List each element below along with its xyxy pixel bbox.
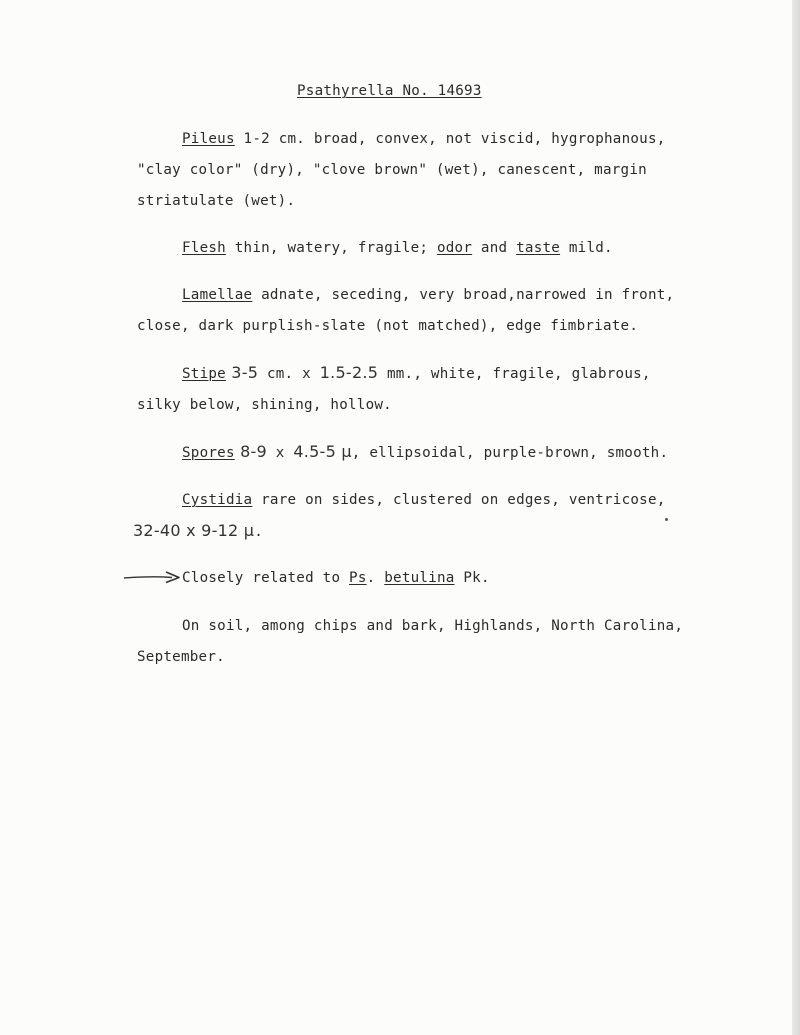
spores-line xyxy=(182,443,668,461)
pileus-line-3: striatulate (wet). xyxy=(137,193,296,209)
page-title xyxy=(297,82,482,100)
cystidia-term: Cystidia xyxy=(182,492,253,508)
lamellae-line-2: close, dark purplish-slate (not matched), edge fimbriate. xyxy=(137,318,639,334)
related-line xyxy=(182,569,490,587)
page-edge xyxy=(792,0,800,1035)
stipe-length-handwritten: 3-5 xyxy=(225,363,259,382)
spores-length-handwritten: 8-9 xyxy=(234,442,267,461)
lamellae-line-1 xyxy=(182,286,674,304)
spores-term: Spores xyxy=(182,445,235,461)
stipe-line-1 xyxy=(182,364,651,382)
arrow-icon xyxy=(122,567,184,587)
flesh-text-b: and xyxy=(472,240,517,256)
ink-speck xyxy=(665,518,668,521)
stipe-text-a: cm. x xyxy=(258,366,320,382)
related-text-b: . xyxy=(366,570,385,586)
cystidia-text-1: rare on sides, clustered on edges, ventricose, xyxy=(252,492,666,508)
cystidia-line-2 xyxy=(133,522,263,540)
odor-term: odor xyxy=(436,240,473,256)
stipe-width-handwritten: 1.5-2.5 xyxy=(319,363,379,382)
spores-text-a: x xyxy=(266,445,294,461)
taste-term: taste xyxy=(516,240,561,256)
stipe-term: Stipe xyxy=(182,366,226,382)
flesh-text-c: mild. xyxy=(560,240,613,256)
flesh-term: Flesh xyxy=(182,240,226,256)
lamellae-text-1: adnate, seceding, very broad,narrowed in front, xyxy=(252,287,675,303)
spores-text-b: , ellipsoidal, purple-brown, smooth. xyxy=(351,445,669,461)
cystidia-size-handwritten: 32-40 x 9-12 µ xyxy=(133,521,255,540)
stipe-text-b: mm., white, fragile, glabrous, xyxy=(378,366,651,382)
pileus-line-1 xyxy=(182,130,666,148)
related-text-a: Closely related to xyxy=(182,570,350,586)
habitat-line-2: September. xyxy=(137,649,225,665)
pileus-text-1: 1-2 cm. broad, convex, not viscid, hygrophanous, xyxy=(234,131,666,147)
spores-width-handwritten: 4.5-5 µ xyxy=(293,442,352,461)
stipe-line-2: silky below, shining, hollow. xyxy=(137,397,392,413)
cystidia-line-1 xyxy=(182,491,666,509)
related-text-c: Pk. xyxy=(454,570,490,586)
habitat-line-1: On soil, among chips and bark, Highlands, North Carolina, xyxy=(182,618,684,634)
cystidia-line-2-end: . xyxy=(254,524,264,540)
species-name: betulina xyxy=(384,570,455,586)
pileus-line-2: "clay color" (dry), "clove brown" (wet), canescent, margin xyxy=(137,162,647,178)
lamellae-term: Lamellae xyxy=(182,287,253,303)
pileus-term: Pileus xyxy=(182,131,235,147)
title-text: Psathyrella No. 14693 xyxy=(297,83,482,99)
genus-abbrev: Ps xyxy=(349,570,367,586)
flesh-line xyxy=(182,239,613,257)
flesh-text-a: thin, watery, fragile; xyxy=(225,240,437,256)
